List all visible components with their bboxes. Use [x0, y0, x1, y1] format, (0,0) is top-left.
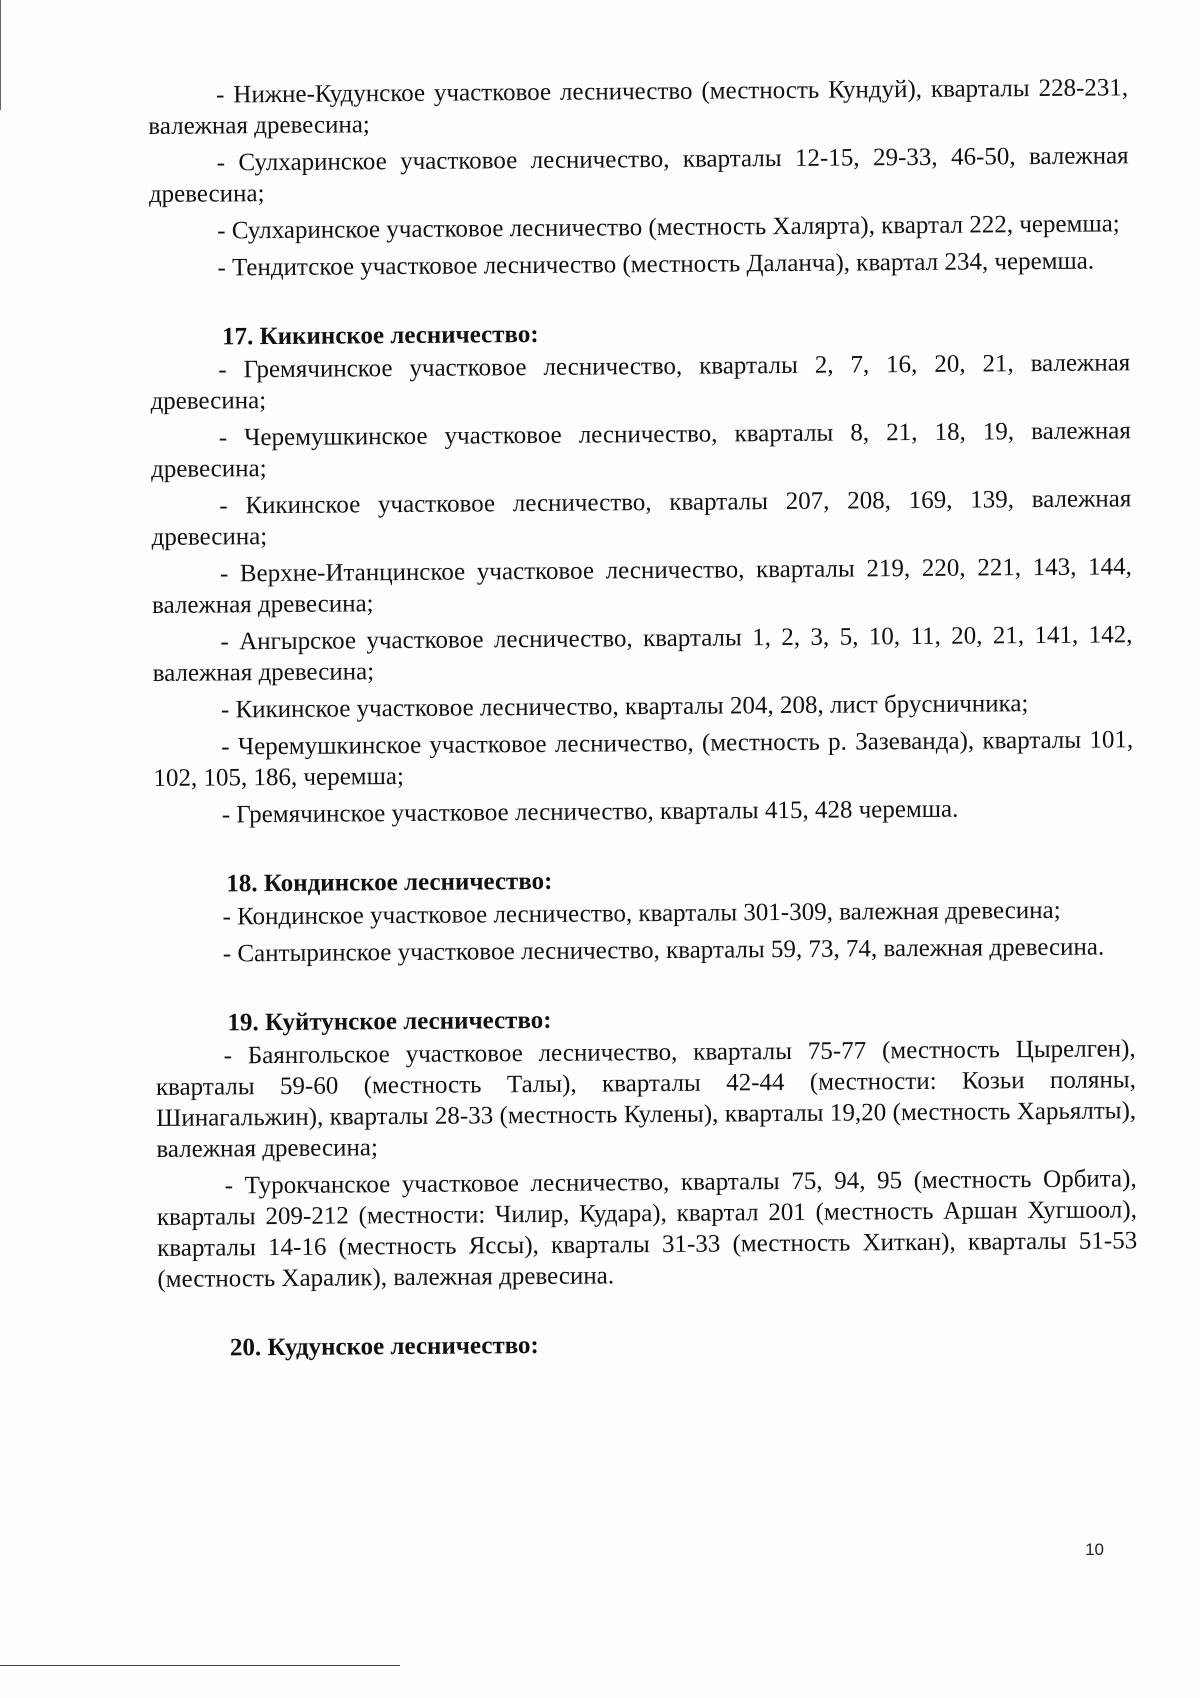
paragraph: - Черемушкинское участковое лесничество, (местность р. Зазеванда), кварталы 101, 102, 105, 186, черемша; — [153, 726, 1134, 792]
paragraph: - Кикинское участковое лесничество, кварталы 204, 208, лист брусничника; — [220, 690, 1029, 724]
section-heading-20: 20. Кудунское лесничество: — [229, 1331, 539, 1362]
section-heading-19: 19. Куйтунское лесничество: — [227, 1006, 552, 1037]
scan-bottom-line — [0, 1665, 400, 1666]
document-body — [148, 72, 1138, 1366]
paragraph: - Сулхаринское участковое лесничество, кварталы 12-15, 29-33, 46-50, валежная древесина; — [148, 142, 1129, 208]
paragraph: - Сулхаринское участковое лесничество (местность Халярта), квартал 222, черемша; — [217, 210, 1120, 245]
paragraph: - Сантыринское участковое лесничество, кварталы 59, 73, 74, валежная древесина. — [222, 933, 1105, 968]
paragraph: - Тендитское участковое лесничество (местность Даланча), квартал 234, черемша. — [217, 247, 1095, 282]
scan-edge-line — [0, 0, 1, 110]
paragraph: - Гремячинское участковое лесничество, кварталы 2, 7, 16, 20, 21, валежная древесина; — [150, 349, 1131, 415]
paragraph: - Верхне-Итанцинское участковое лесничество, кварталы 219, 220, 221, 143, 144, валежная древесина; — [152, 553, 1132, 619]
section-heading-18: 18. Кондинское лесничество: — [226, 867, 553, 898]
paragraph: - Нижне-Кудунское участковое лесничество (местность Кундуй), кварталы 228-231, валежная древесина; — [148, 74, 1129, 140]
paragraph: - Кондинское участковое лесничество, кварталы 301-309, валежная древесина; — [222, 896, 1061, 931]
paragraph: - Ангырское участковое лесничество, кварталы 1, 2, 3, 5, 10, 11, 20, 21, 141, 142, валежная древесина; — [152, 621, 1133, 687]
paragraph: - Турокчанское участковое лесничество, кварталы 75, 94, 95 (местность Орбита), кварталы 209-212 (местности: Чилир, Кудара), квартал 201 (местность Аршан Хугшоол), кварталы 14-16 (местность Яссы), кварталы 31-33 (местность Хиткан), кварталы 51-53 (местность Харалик), валежная древесина. — [156, 1165, 1138, 1293]
page-number: 10 — [1085, 1540, 1104, 1559]
paragraph: - Гремячинское участковое лесничество, кварталы 415, 428 черемша. — [221, 795, 959, 829]
section-heading-17: 17. Кикинское лесничество: — [221, 320, 539, 351]
paragraph: - Баянгольское участковое лесничество, кварталы 75-77 (местность Цырелген), кварталы 59-60 (местность Талы), кварталы 42-44 (местности: Козьи поляны, Шинагальжин), кварталы 28-33 (местность Кулены), кварталы 19,20 (местность Харьялты), валежная древесина; — [155, 1035, 1137, 1163]
paragraph: - Черемушкинское участковое лесничество, кварталы 8, 21, 18, 19, валежная древесина; — [150, 417, 1131, 483]
paragraph: - Кикинское участковое лесничество, кварталы 207, 208, 169, 139, валежная древесина; — [151, 485, 1132, 551]
